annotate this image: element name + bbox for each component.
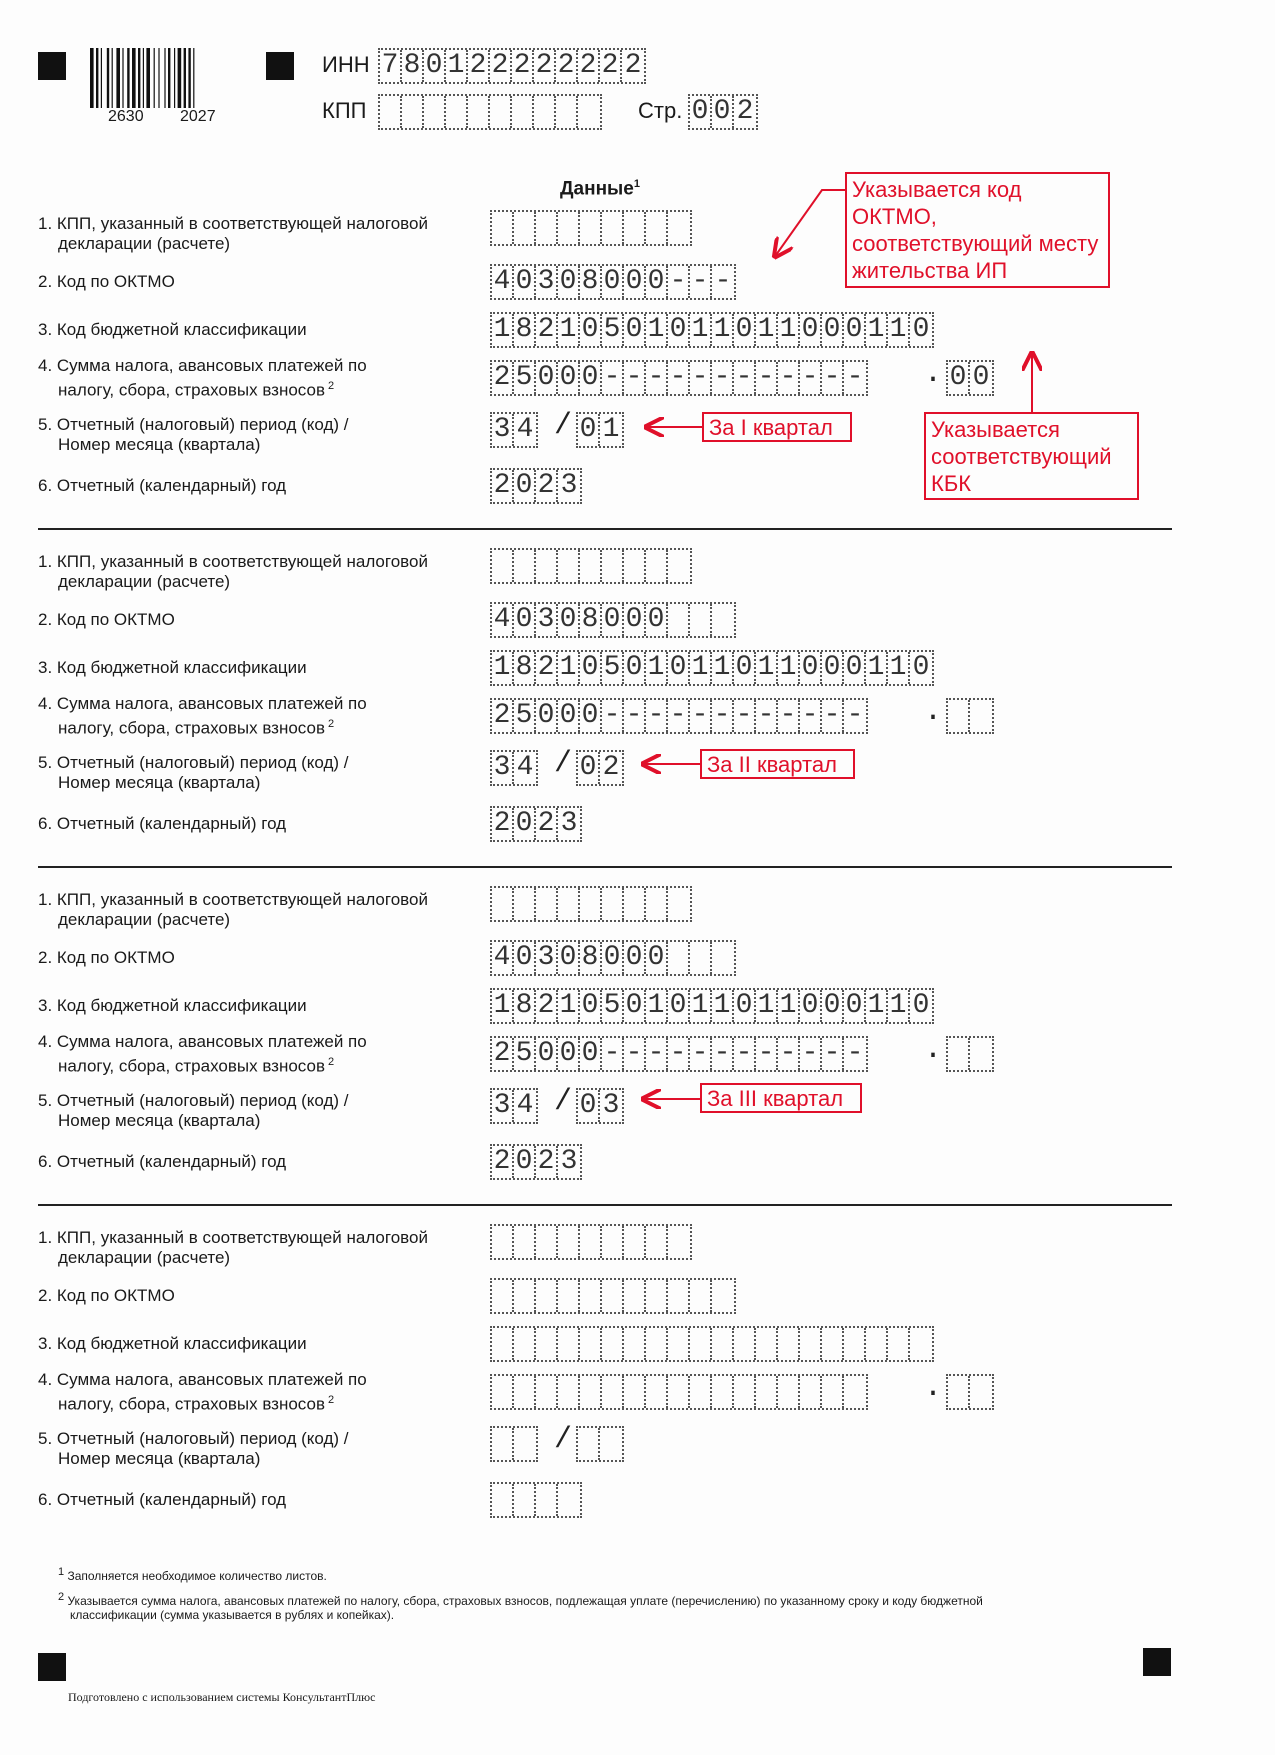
decimal-dot: .: [924, 1033, 943, 1067]
cell[interactable]: 5: [602, 314, 624, 346]
cell[interactable]: 2: [536, 314, 558, 346]
cell[interactable]: 3: [492, 752, 514, 784]
period-slash: /: [554, 747, 573, 781]
cell[interactable]: -: [624, 362, 646, 394]
cell[interactable]: 0: [514, 470, 536, 502]
year-field-label: 6. Отчетный (календарный) год: [38, 814, 287, 833]
cell[interactable]: 1: [778, 652, 800, 684]
oktmo-field-label: 2. Код по ОКТМО: [38, 948, 175, 967]
cell[interactable]: 2: [534, 50, 556, 82]
cell[interactable]: 2: [512, 50, 534, 82]
cell[interactable]: 0: [536, 362, 558, 394]
amount-field-label: 4. Сумма налога, авансовых платежей по налогу, сбора, страховых взносов $^2$: [38, 1370, 367, 1414]
cell[interactable]: -: [734, 1038, 756, 1070]
cell[interactable]: 1: [646, 652, 668, 684]
cell[interactable]: 0: [912, 652, 930, 683]
cell[interactable]: -: [646, 1038, 668, 1070]
amount-field-label: 4. Сумма налога, авансовых платежей по налогу, сбора, страховых взносов $^2$: [38, 356, 367, 400]
cell[interactable]: 0: [602, 942, 624, 974]
cell[interactable]: 2: [492, 470, 514, 502]
cell[interactable]: 0: [668, 652, 690, 684]
cell[interactable]: 0: [668, 990, 690, 1022]
cell[interactable]: -: [778, 362, 800, 394]
amount-field-label: 4. Сумма налога, авансовых платежей по налогу, сбора, страховых взносов $^2$: [38, 1032, 367, 1076]
cell[interactable]: 1: [756, 314, 778, 346]
cell[interactable]: 0: [514, 1146, 536, 1178]
cell[interactable]: 2: [600, 50, 622, 82]
cell[interactable]: 0: [822, 652, 844, 684]
period-field-label: 5. Отчетный (налоговый) период (код) / Номер месяца (квартала): [38, 1429, 349, 1468]
cell[interactable]: 2: [490, 50, 512, 82]
page-label: Стр.: [638, 98, 683, 123]
cell[interactable]: 0: [734, 990, 756, 1022]
cell[interactable]: -: [756, 362, 778, 394]
cell[interactable]: 1: [756, 652, 778, 684]
cell[interactable]: 0: [514, 942, 536, 974]
cell[interactable]: -: [624, 700, 646, 732]
cell[interactable]: 1: [888, 990, 910, 1022]
footnote-2-cont: классификации (сумма указывается в рублях и копейках).: [70, 1608, 395, 1622]
oktmo-annotation: Указывается код ОКТМО, соответствующий месту жительства ИП: [845, 172, 1110, 288]
cell[interactable]: 3: [602, 1090, 620, 1121]
oktmo-field-label: 2. Код по ОКТМО: [38, 272, 175, 291]
cell[interactable]: -: [822, 700, 844, 732]
cell[interactable]: 8: [514, 652, 536, 684]
cell[interactable]: 3: [560, 1146, 578, 1177]
cell[interactable]: 2: [536, 470, 558, 502]
kpp-label: КПП: [322, 98, 367, 123]
cell[interactable]: 0: [558, 700, 580, 732]
cell[interactable]: 0: [646, 266, 668, 298]
year-field-label: 6. Отчетный (календарный) год: [38, 476, 287, 495]
cell[interactable]: -: [602, 362, 624, 394]
cell[interactable]: 2: [556, 50, 578, 82]
kbk-field-label: 3. Код бюджетной классификации: [38, 1334, 307, 1353]
cell[interactable]: 0: [624, 266, 646, 298]
cell[interactable]: 2: [536, 990, 558, 1022]
kpp-field-label: 1. КПП, указанный в соответствующей налоговой декларации (расчете): [38, 214, 428, 253]
cell[interactable]: 8: [514, 314, 536, 346]
cell[interactable]: 0: [558, 942, 580, 974]
kbk-field-label: 3. Код бюджетной классификации: [38, 996, 307, 1015]
cell[interactable]: 2: [536, 808, 558, 840]
cell[interactable]: 8: [580, 266, 602, 298]
period-field-label: 5. Отчетный (налоговый) период (код) / Номер месяца (квартала): [38, 415, 349, 454]
decimal-dot: .: [924, 1371, 943, 1405]
cell[interactable]: 3: [560, 470, 578, 501]
cell[interactable]: -: [846, 362, 864, 393]
cell[interactable]: 7: [380, 50, 402, 82]
cell[interactable]: 0: [624, 990, 646, 1022]
oktmo-field-label: 2. Код по ОКТМО: [38, 610, 175, 629]
cell[interactable]: 0: [624, 604, 646, 636]
cell[interactable]: 1: [888, 652, 910, 684]
cell[interactable]: -: [846, 700, 864, 731]
cell[interactable]: 2: [536, 1146, 558, 1178]
cell[interactable]: 5: [514, 362, 536, 394]
cell[interactable]: 0: [712, 96, 734, 128]
cell[interactable]: 2: [468, 50, 490, 82]
cell[interactable]: 1: [492, 314, 514, 346]
kbk-field-label: 3. Код бюджетной классификации: [38, 320, 307, 339]
cell[interactable]: 4: [492, 266, 514, 298]
cell[interactable]: 5: [602, 990, 624, 1022]
cell[interactable]: -: [602, 700, 624, 732]
year-field-label: 6. Отчетный (календарный) год: [38, 1490, 287, 1509]
cell[interactable]: 0: [580, 1038, 602, 1070]
cell[interactable]: 4: [516, 1090, 534, 1121]
cell[interactable]: 1: [446, 50, 468, 82]
cell[interactable]: 2: [536, 652, 558, 684]
cell[interactable]: 1: [646, 990, 668, 1022]
cell[interactable]: 1: [866, 314, 888, 346]
cell[interactable]: 2: [492, 362, 514, 394]
cell[interactable]: 0: [822, 990, 844, 1022]
cell[interactable]: 1: [778, 314, 800, 346]
cell[interactable]: 0: [558, 604, 580, 636]
cell[interactable]: -: [668, 362, 690, 394]
cell[interactable]: 2: [492, 1146, 514, 1178]
cell[interactable]: 1: [712, 652, 734, 684]
inn-label: ИНН: [322, 52, 370, 77]
cell[interactable]: -: [712, 362, 734, 394]
cell[interactable]: 1: [712, 314, 734, 346]
cell[interactable]: 3: [560, 808, 578, 839]
period-slash: /: [554, 409, 573, 443]
cell[interactable]: 1: [690, 652, 712, 684]
cell[interactable]: 0: [800, 314, 822, 346]
decimal-dot: .: [924, 357, 943, 391]
cell[interactable]: 0: [822, 314, 844, 346]
cell[interactable]: 4: [492, 942, 514, 974]
cell[interactable]: 1: [866, 990, 888, 1022]
cell[interactable]: 0: [558, 266, 580, 298]
cell[interactable]: 0: [514, 604, 536, 636]
cell[interactable]: 3: [536, 266, 558, 298]
cell[interactable]: -: [690, 266, 712, 298]
cell[interactable]: 0: [558, 362, 580, 394]
cell[interactable]: 0: [948, 362, 970, 394]
cell[interactable]: -: [690, 362, 712, 394]
decimal-dot: .: [924, 695, 943, 729]
kbk-field-label: 3. Код бюджетной классификации: [38, 658, 307, 677]
cell[interactable]: 4: [516, 414, 534, 445]
cell[interactable]: -: [778, 700, 800, 732]
cell[interactable]: 2: [492, 808, 514, 840]
q2-annotation: За II квартал: [700, 749, 855, 779]
cell[interactable]: -: [646, 362, 668, 394]
cell[interactable]: 0: [580, 990, 602, 1022]
cell[interactable]: 0: [972, 362, 990, 393]
cell[interactable]: 1: [558, 652, 580, 684]
cell[interactable]: 1: [756, 990, 778, 1022]
cell[interactable]: 8: [514, 990, 536, 1022]
period-field-label: 5. Отчетный (налоговый) период (код) / Номер месяца (квартала): [38, 1091, 349, 1130]
cell[interactable]: -: [734, 700, 756, 732]
cell[interactable]: 1: [690, 990, 712, 1022]
kpp-field-label: 1. КПП, указанный в соответствующей налоговой декларации (расчете): [38, 1228, 428, 1267]
cell[interactable]: 0: [624, 942, 646, 974]
section-title: Данные$^1$: [560, 178, 640, 200]
cell[interactable]: 1: [558, 990, 580, 1022]
cell[interactable]: 0: [580, 314, 602, 346]
cell[interactable]: -: [822, 1038, 844, 1070]
cell[interactable]: 4: [492, 604, 514, 636]
cell[interactable]: 1: [558, 314, 580, 346]
cell[interactable]: -: [800, 700, 822, 732]
oktmo-field-label: 2. Код по ОКТМО: [38, 1286, 175, 1305]
cell[interactable]: 0: [514, 266, 536, 298]
cell[interactable]: 0: [734, 652, 756, 684]
cell[interactable]: 2: [492, 700, 514, 732]
q1-annotation: За I квартал: [702, 412, 852, 442]
cell[interactable]: 5: [514, 1038, 536, 1070]
cell[interactable]: 0: [844, 314, 866, 346]
period-field-label: 5. Отчетный (налоговый) период (код) / Номер месяца (квартала): [38, 753, 349, 792]
cell[interactable]: 5: [514, 700, 536, 732]
cell[interactable]: 0: [844, 990, 866, 1022]
cell[interactable]: 3: [492, 1090, 514, 1122]
kpp-field-label: 1. КПП, указанный в соответствующей налоговой декларации (расчете): [38, 552, 428, 591]
cell[interactable]: 1: [492, 652, 514, 684]
cell[interactable]: 1: [778, 990, 800, 1022]
cell[interactable]: -: [668, 266, 690, 298]
cell[interactable]: 0: [690, 96, 712, 128]
cell[interactable]: 0: [578, 752, 600, 784]
cell[interactable]: 0: [602, 266, 624, 298]
cell[interactable]: 0: [646, 942, 668, 974]
barcode-number-right: 2027: [180, 108, 216, 125]
cell[interactable]: 1: [690, 314, 712, 346]
cell[interactable]: -: [756, 700, 778, 732]
cell[interactable]: 0: [734, 314, 756, 346]
cell[interactable]: 0: [602, 604, 624, 636]
cell[interactable]: 0: [558, 1038, 580, 1070]
period-slash: /: [554, 1423, 573, 1457]
cell[interactable]: -: [646, 700, 668, 732]
cell[interactable]: 8: [402, 50, 424, 82]
cell[interactable]: 1: [646, 314, 668, 346]
cell[interactable]: -: [712, 1038, 734, 1070]
period-slash: /: [554, 1085, 573, 1119]
cell[interactable]: 0: [580, 652, 602, 684]
cell[interactable]: -: [690, 700, 712, 732]
cell[interactable]: -: [602, 1038, 624, 1070]
cell[interactable]: 3: [492, 414, 514, 446]
cell[interactable]: 2: [578, 50, 600, 82]
cell[interactable]: 3: [536, 942, 558, 974]
cell[interactable]: 0: [912, 314, 930, 345]
cell[interactable]: -: [668, 700, 690, 732]
cell[interactable]: -: [690, 1038, 712, 1070]
cell[interactable]: 1: [712, 990, 734, 1022]
cell[interactable]: 1: [602, 414, 620, 445]
cell[interactable]: 1: [492, 990, 514, 1022]
cell[interactable]: -: [756, 1038, 778, 1070]
cell[interactable]: 2: [602, 752, 620, 783]
cell[interactable]: 5: [602, 652, 624, 684]
cell[interactable]: 4: [516, 752, 534, 783]
kbk-annotation: Указывается соответствующий КБК: [924, 412, 1139, 500]
cell[interactable]: -: [668, 1038, 690, 1070]
cell[interactable]: 8: [580, 942, 602, 974]
cell[interactable]: 0: [578, 414, 600, 446]
cell[interactable]: 3: [536, 604, 558, 636]
amount-field-label: 4. Сумма налога, авансовых платежей по налогу, сбора, страховых взносов $^2$: [38, 694, 367, 738]
cell[interactable]: 0: [580, 362, 602, 394]
cell[interactable]: 0: [514, 808, 536, 840]
cell[interactable]: 1: [888, 314, 910, 346]
cell[interactable]: 2: [624, 50, 642, 81]
cell[interactable]: -: [714, 266, 732, 297]
cell[interactable]: -: [778, 1038, 800, 1070]
cell[interactable]: -: [734, 362, 756, 394]
cell[interactable]: 0: [624, 314, 646, 346]
cell[interactable]: -: [712, 700, 734, 732]
cell[interactable]: 0: [668, 314, 690, 346]
barcode-number-left: 2630: [108, 108, 144, 125]
cell[interactable]: 0: [580, 700, 602, 732]
cell[interactable]: -: [624, 1038, 646, 1070]
cell[interactable]: 0: [624, 652, 646, 684]
cell[interactable]: 0: [912, 990, 930, 1021]
cell[interactable]: 2: [492, 1038, 514, 1070]
cell[interactable]: 0: [578, 1090, 600, 1122]
cell[interactable]: -: [800, 1038, 822, 1070]
cell[interactable]: 0: [536, 1038, 558, 1070]
arrow-to-oktmo: [776, 190, 845, 255]
cell[interactable]: 0: [800, 652, 822, 684]
cell[interactable]: 0: [646, 604, 668, 636]
q3-annotation: За III квартал: [700, 1083, 862, 1113]
kpp-field-label: 1. КПП, указанный в соответствующей налоговой декларации (расчете): [38, 890, 428, 929]
cell[interactable]: -: [800, 362, 822, 394]
year-field-label: 6. Отчетный (календарный) год: [38, 1152, 287, 1171]
cell[interactable]: -: [846, 1038, 864, 1069]
cell[interactable]: -: [822, 362, 844, 394]
cell[interactable]: 8: [580, 604, 602, 636]
footnote-2: $^2$ Указывается сумма налога, авансовых платежей по налогу, сбора, страховых взносов, подлежащая уплате (перечислению) по указанному сроку и коду бюджетной: [58, 1591, 983, 1608]
cell[interactable]: 2: [736, 96, 754, 127]
footnote-1: $^1$ Заполняется необходимое количество листов.: [58, 1566, 327, 1583]
cell[interactable]: 0: [844, 652, 866, 684]
cell[interactable]: 0: [424, 50, 446, 82]
cell[interactable]: 0: [800, 990, 822, 1022]
prepared-note: Подготовлено с использованием системы КонсультантПлюс: [68, 1690, 376, 1704]
cell[interactable]: 0: [536, 700, 558, 732]
cell[interactable]: 1: [866, 652, 888, 684]
